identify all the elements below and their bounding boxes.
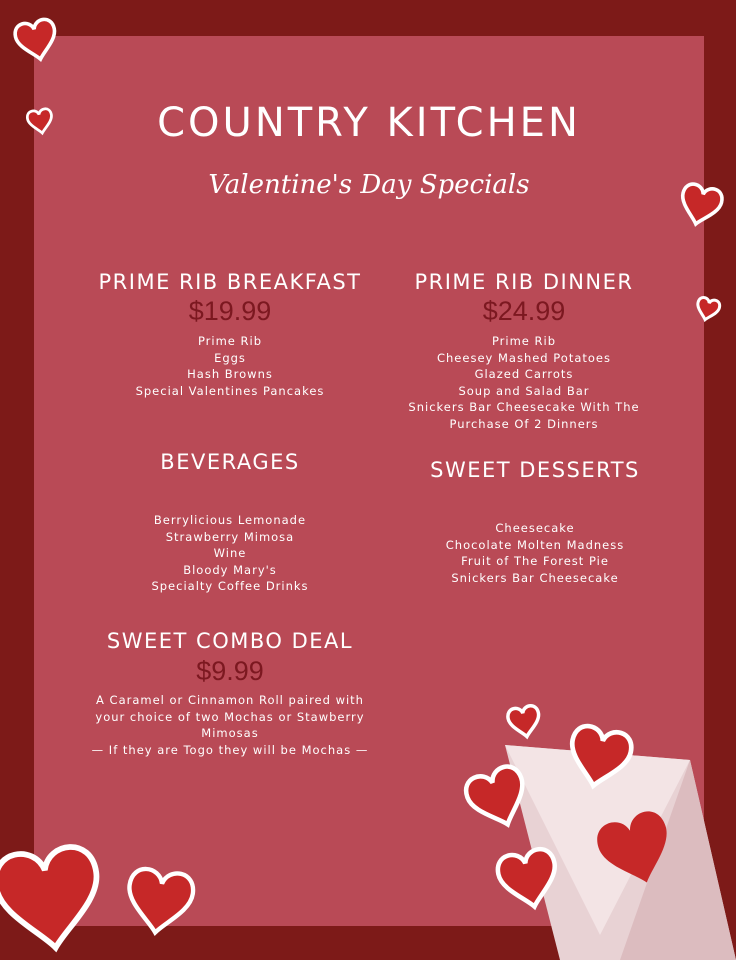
list-item: Mimosas [201,726,259,740]
list-item: Chocolate Molten Madness [445,537,625,552]
list-combo [60,692,400,758]
list-item: Cheesecake [495,521,575,535]
list-item: Fruit of The Forest Pie [461,554,609,568]
list-desserts [400,520,670,586]
list-item: Snickers Bar Cheesecake With The [408,400,640,414]
section-heading-breakfast: PRIME RIB BREAKFAST [98,270,362,294]
page-subtitle: Valentine's Day Specials [208,170,530,200]
list-item: Glazed Carrots [474,367,574,381]
section-heading-dinner: PRIME RIB DINNER [414,270,634,294]
list-item: — If they are Togo they will be Mochas — [91,742,369,757]
list-item: Special Valentines Pancakes [135,383,325,398]
list-item: Purchase Of 2 Dinners [449,416,599,431]
list-item: Berrylicious Lemonade [153,513,307,527]
section-heading-desserts: SWEET DESSERTS [430,458,640,482]
page-title: COUNTRY KITCHEN [157,100,581,146]
list-item: Soup and Salad Bar [458,383,590,398]
list-breakfast [60,333,400,399]
list-item: Wine [213,546,247,560]
list-dinner [384,333,664,432]
price-combo: $9.99 [196,656,264,686]
section-heading-combo: SWEET COMBO DEAL [106,629,354,653]
list-item: Eggs [214,350,246,365]
list-item: Bloody Mary's [183,562,277,577]
list-item: Snickers Bar Cheesecake [451,570,619,585]
list-item: Specialty Coffee Drinks [151,579,309,593]
price-breakfast: $19.99 [188,296,272,326]
list-item: your choice of two Mochas or Stawberry [95,709,365,724]
list-beverages [100,512,360,595]
list-item: Hash Browns [187,367,273,381]
list-item: Cheesey Mashed Potatoes [436,350,611,365]
price-dinner: $24.99 [482,296,566,326]
list-item: Strawberry Mimosa [165,529,295,544]
list-item: Prime Rib [491,334,557,348]
list-item: A Caramel or Cinnamon Roll paired with [96,693,364,707]
list-item: Prime Rib [197,334,263,348]
section-heading-beverages: BEVERAGES [160,450,300,474]
